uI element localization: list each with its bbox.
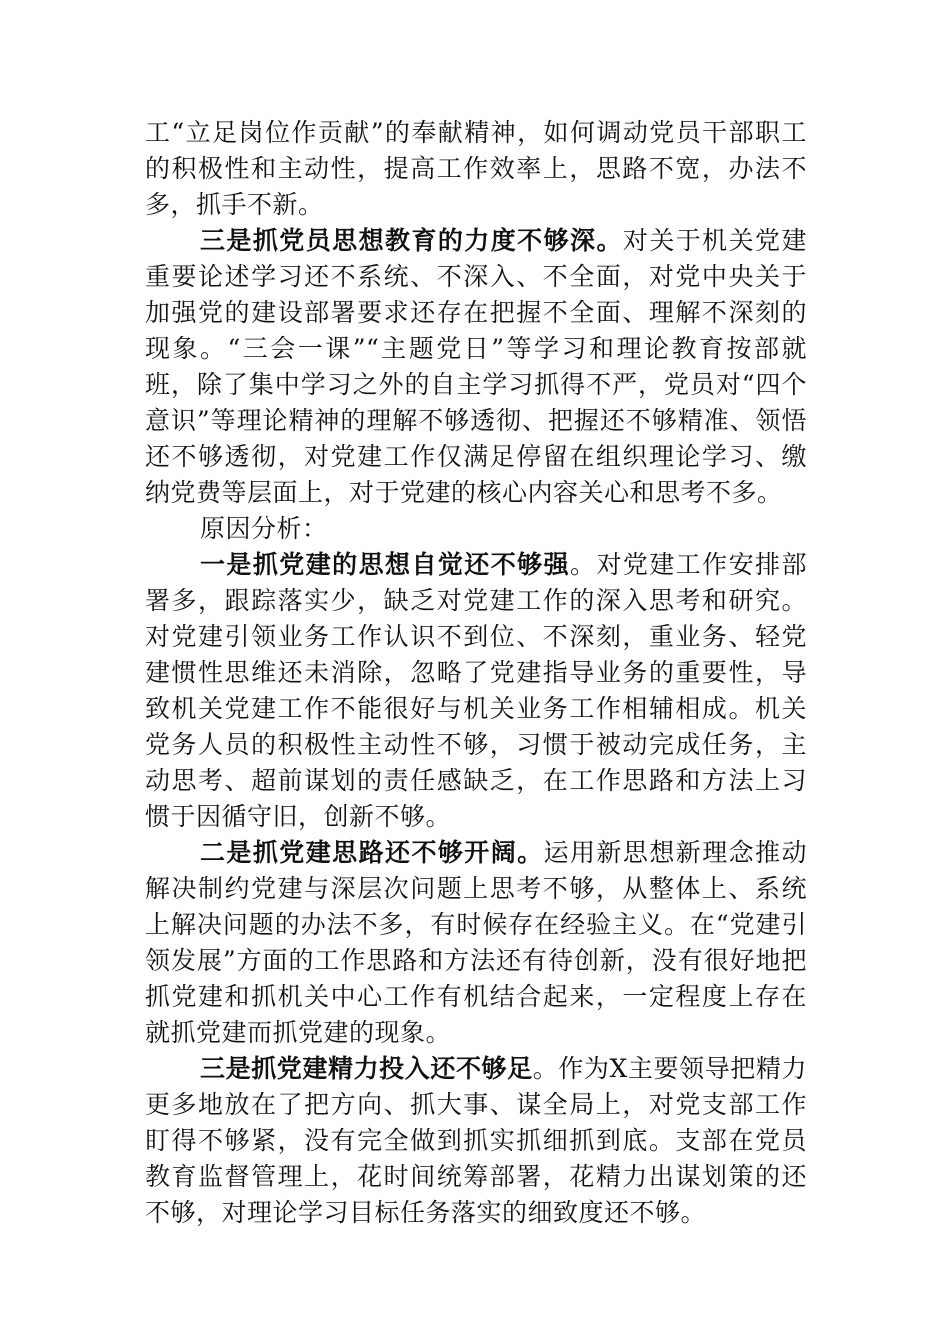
paragraph-6-text: 。作为X主要领导把精力更多地放在了把方向、抓大事、谋全局上，对党支部工作盯得不够紧，没有完全做到抓实抓细抓到底。支部在党员教育监督管理上，花时间统筹部署，花精力出谋划策的还不够，对理论学习目标任务落实的细致度还不够。 [145,1054,807,1227]
paragraph-2-lead: 三是抓党员思想教育的力度不够深。 [200,226,623,255]
paragraph-5-text: 运用新思想新理念推动解决制约党建与深层次问题上思考不够，从整体上、系统上解决问题的办法不多，有时候存在经验主义。在“党建引领发展”方面的工作思路和方法还有待创新，没有很好地把抓党建和抓机关中心工作有机结合起来，一定程度上存在就抓党建而抓党建的现象。 [145,838,807,1047]
paragraph-1 [145,115,807,223]
paragraph-4 [145,547,807,835]
paragraph-2-text: 对关于机关党建重要论述学习还不系统、不深入、不全面，对党中央关于加强党的建设部署要求还存在把握不全面、理解不深刻的现象。“三会一课”“主题党日”等学习和理论教育按部就班，除了集中学习之外的自主学习抓得不严，党员对“四个意识”等理论精神的理解不够透彻、把握还不够精准、领悟还不够透彻，对党建工作仅满足停留在组织理论学习、缴纳党费等层面上，对于党建的核心内容关心和思考不多。 [145,226,807,507]
paragraph-5-lead: 二是抓党建思路还不够开阔。 [200,838,544,867]
document-body [145,115,807,1231]
paragraph-1-text: 工“立足岗位作贡献”的奉献精神，如何调动党员干部职工的积极性和主动性，提高工作效率上，思路不宽，办法不多，抓手不新。 [145,118,807,219]
paragraph-4-lead: 一是抓党建的思想自觉还不够强 [200,550,571,579]
paragraph-5 [145,835,807,1051]
paragraph-3-text: 原因分析： [200,514,328,543]
paragraph-4-text: 。对党建工作安排部署多，跟踪落实少，缺乏对党建工作的深入思考和研究。对党建引领业务工作认识不到位、不深刻，重业务、轻党建惯性思维还未消除，忽略了党建指导业务的重要性，导致机关党建工作不能很好与机关业务工作相辅相成。机关党务人员的积极性主动性不够，习惯于被动完成任务，主动思考、超前谋划的责任感缺乏，在工作思路和方法上习惯于因循守旧，创新不够。 [145,550,807,831]
paragraph-6-lead: 三是抓党建精力投入还不够足 [200,1054,533,1083]
paragraph-2 [145,223,807,511]
paragraph-6 [145,1051,807,1231]
paragraph-3-heading [145,511,807,547]
